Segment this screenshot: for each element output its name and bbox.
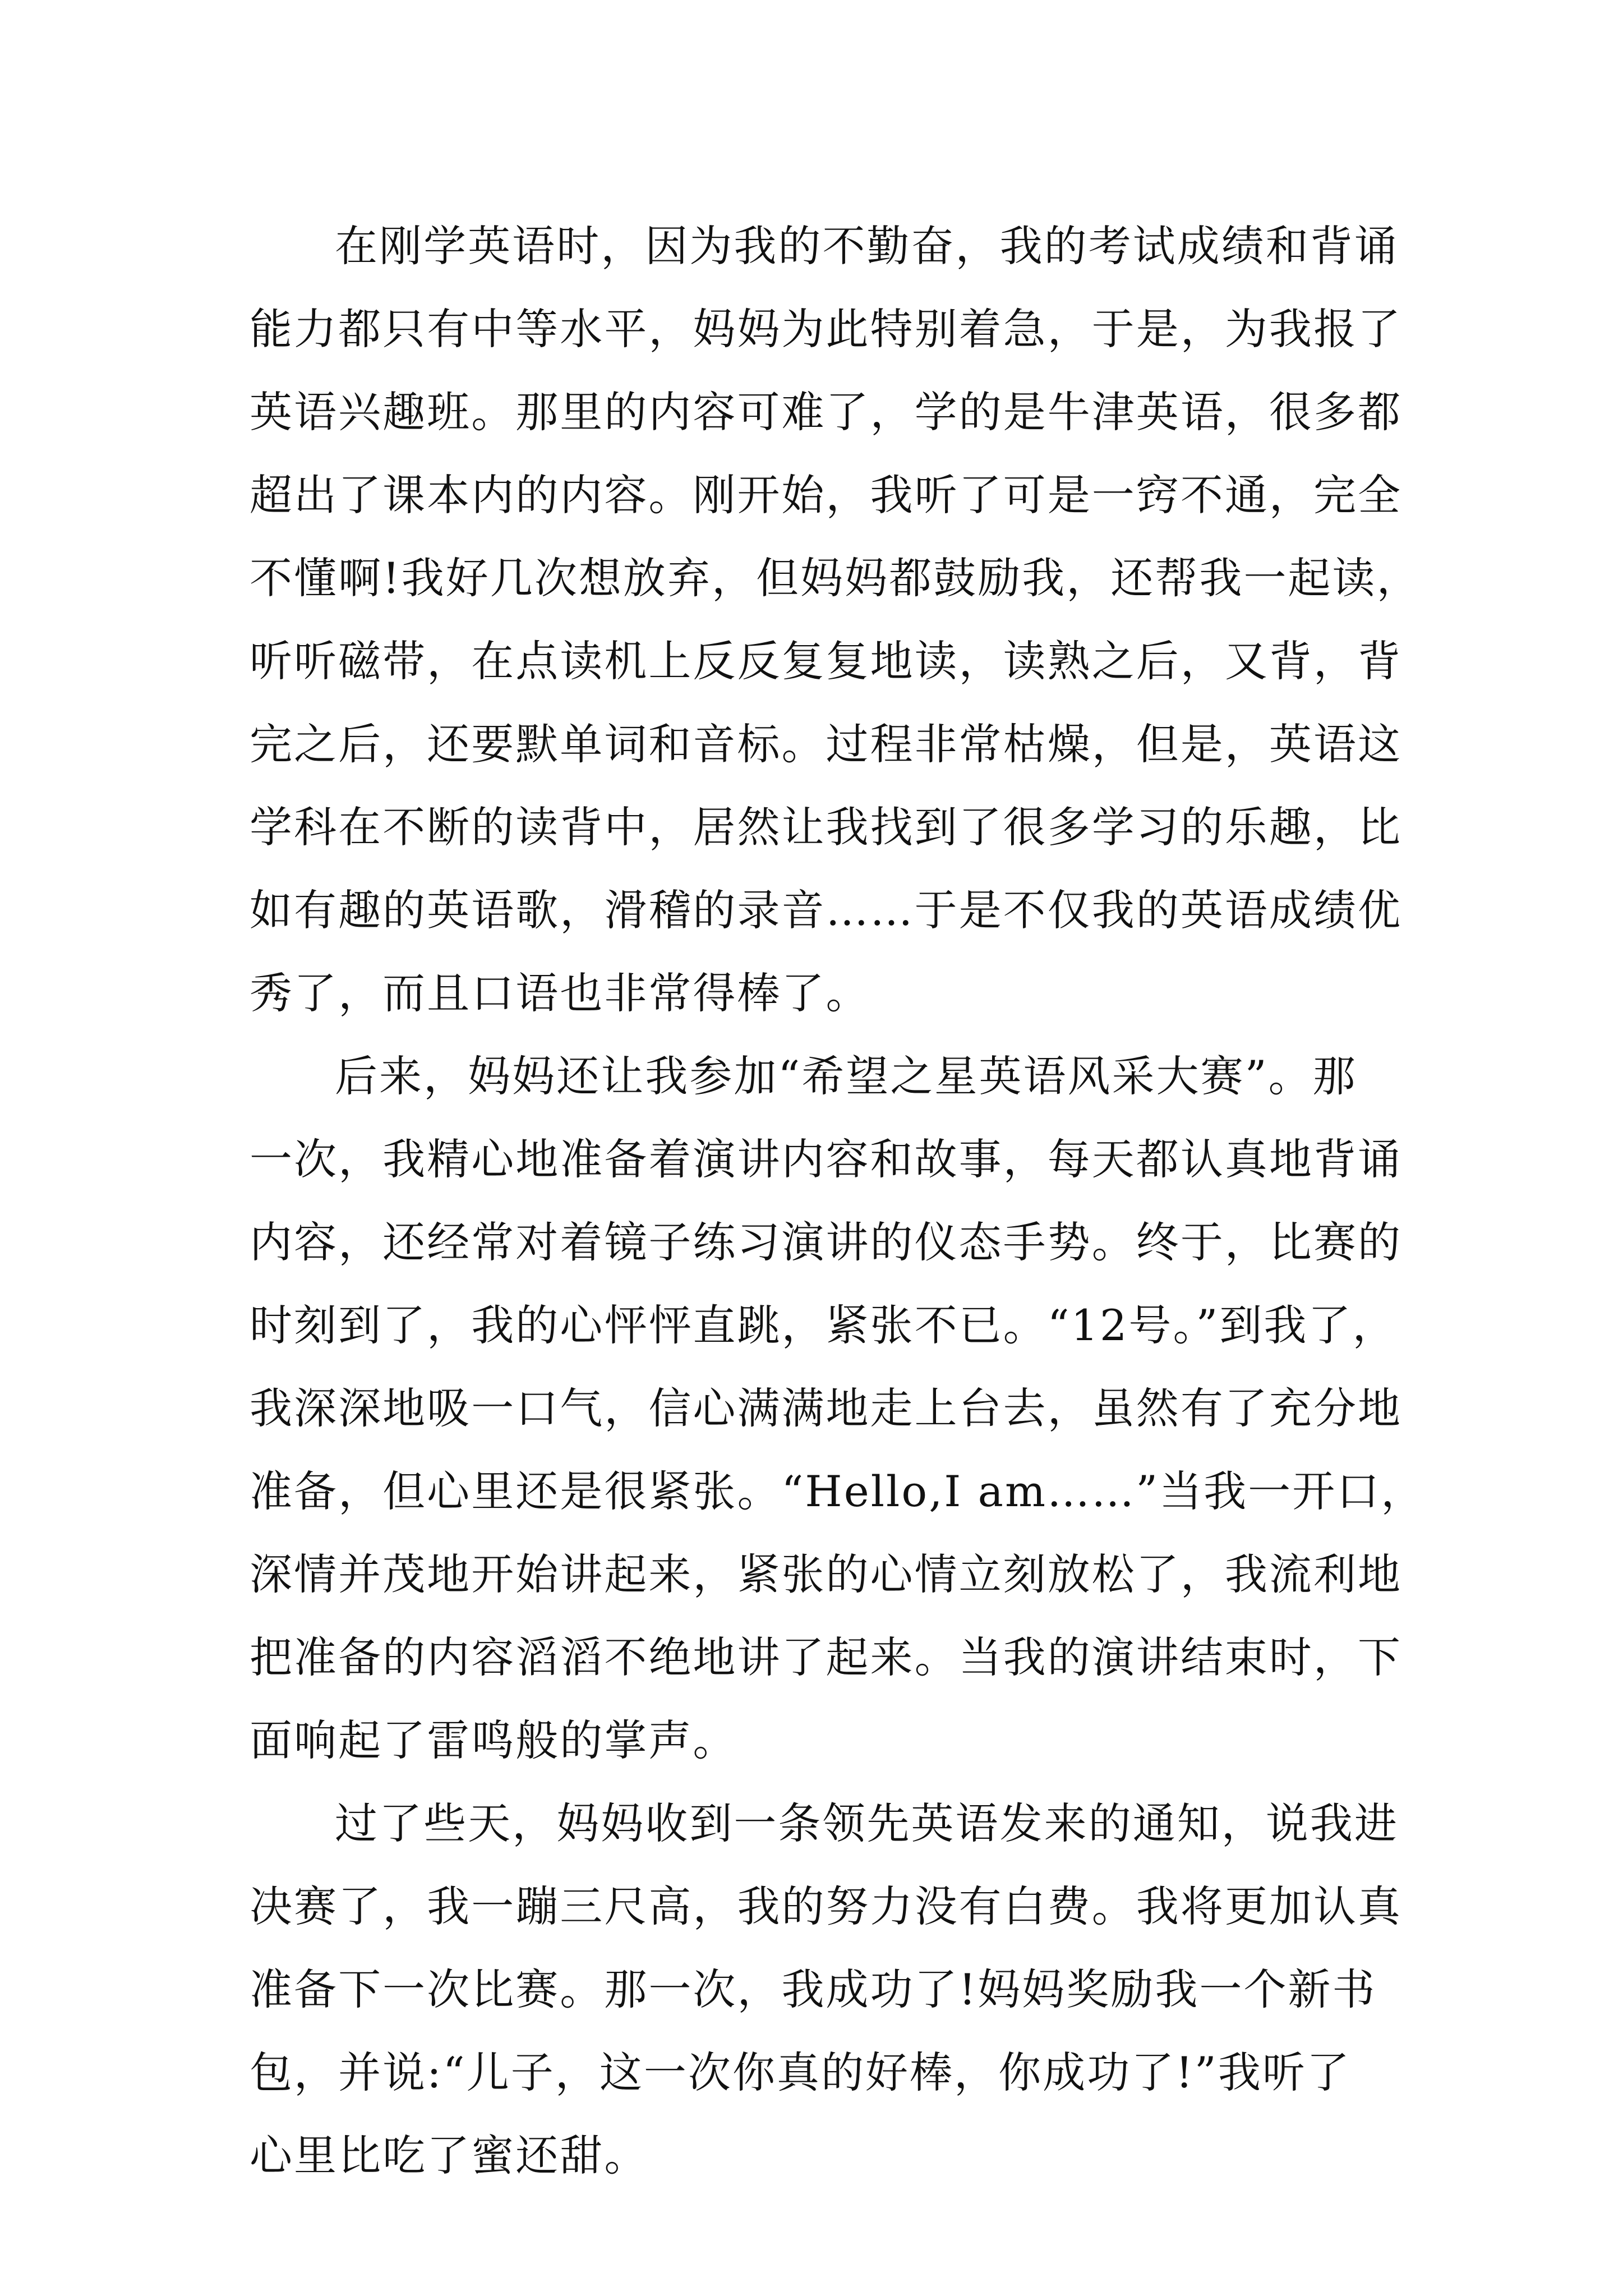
paragraph-1-line-3: 英语兴趣班。那里的内容可难了，学的是牛津英语，很多都 — [250, 387, 1403, 437]
paragraph-1-line-4: 超出了课本内的内容。刚开始，我听了可是一窍不通，完全 — [250, 470, 1403, 520]
paragraph-1-line-10: 秀了，而且口语也非常得棒了。 — [250, 968, 870, 1018]
paragraph-3-line-3: 准备下一次比赛。那一次，我成功了!妈妈奖励我一个新书 — [250, 1964, 1377, 2014]
paragraph-2-line-6: 准备，但心里还是很紧张。“Hello,I am……”当我一开口， — [250, 1466, 1426, 1516]
paragraph-1-line-6: 听听磁带，在点读机上反反复复地读，读熟之后，又背，背 — [250, 636, 1403, 686]
paragraph-2-line-2: 一次，我精心地准备着演讲内容和故事，每天都认真地背诵 — [250, 1134, 1403, 1184]
paragraph-2-line-9: 面响起了雷鸣般的掌声。 — [250, 1715, 737, 1765]
paragraph-2-line-3: 内容，还经常对着镜子练习演讲的仪态手势。终于，比赛的 — [250, 1217, 1403, 1267]
paragraph-1-line-9: 如有趣的英语歌，滑稽的录音……于是不仅我的英语成绩优 — [250, 885, 1403, 935]
paragraph-2-line-4: 时刻到了，我的心怦怦直跳，紧张不已。“12号。”到我了， — [250, 1300, 1397, 1350]
paragraph-1-line-1: 在刚学英语时，因为我的不勤奋，我的考试成绩和背诵 — [335, 221, 1399, 271]
body-text — [250, 205, 1426, 2197]
paragraph-3-line-1: 过了些天，妈妈收到一条领先英语发来的通知，说我进 — [335, 1798, 1399, 1848]
paragraph-2-line-1: 后来，妈妈还让我参加“希望之星英语风采大赛”。那 — [335, 1051, 1357, 1101]
paragraph-3-line-4: 包，并说:“儿子，这一次你真的好棒，你成功了!”我听了 — [250, 2047, 1351, 2097]
paragraph-2-line-8: 把准备的内容滔滔不绝地讲了起来。当我的演讲结束时，下 — [250, 1632, 1403, 1682]
paragraph-3-line-2: 决赛了，我一蹦三尺高，我的努力没有白费。我将更加认真 — [250, 1881, 1403, 1931]
paragraph-1-line-8: 学科在不断的读背中，居然让我找到了很多学习的乐趣，比 — [250, 802, 1403, 852]
paragraph-1-line-2: 能力都只有中等水平，妈妈为此特别着急，于是，为我报了 — [250, 304, 1403, 354]
paragraph-2-line-5: 我深深地吸一口气，信心满满地走上台去，虽然有了充分地 — [250, 1383, 1403, 1433]
paragraph-2-line-7: 深情并茂地开始讲起来，紧张的心情立刻放松了，我流利地 — [250, 1549, 1403, 1599]
paragraph-1-line-7: 完之后，还要默单词和音标。过程非常枯燥，但是，英语这 — [250, 719, 1403, 769]
paragraph-3-line-5: 心里比吃了蜜还甜。 — [250, 2131, 649, 2180]
paragraph-1-line-5: 不懂啊!我好几次想放弃，但妈妈都鼓励我，还帮我一起读， — [250, 553, 1421, 603]
